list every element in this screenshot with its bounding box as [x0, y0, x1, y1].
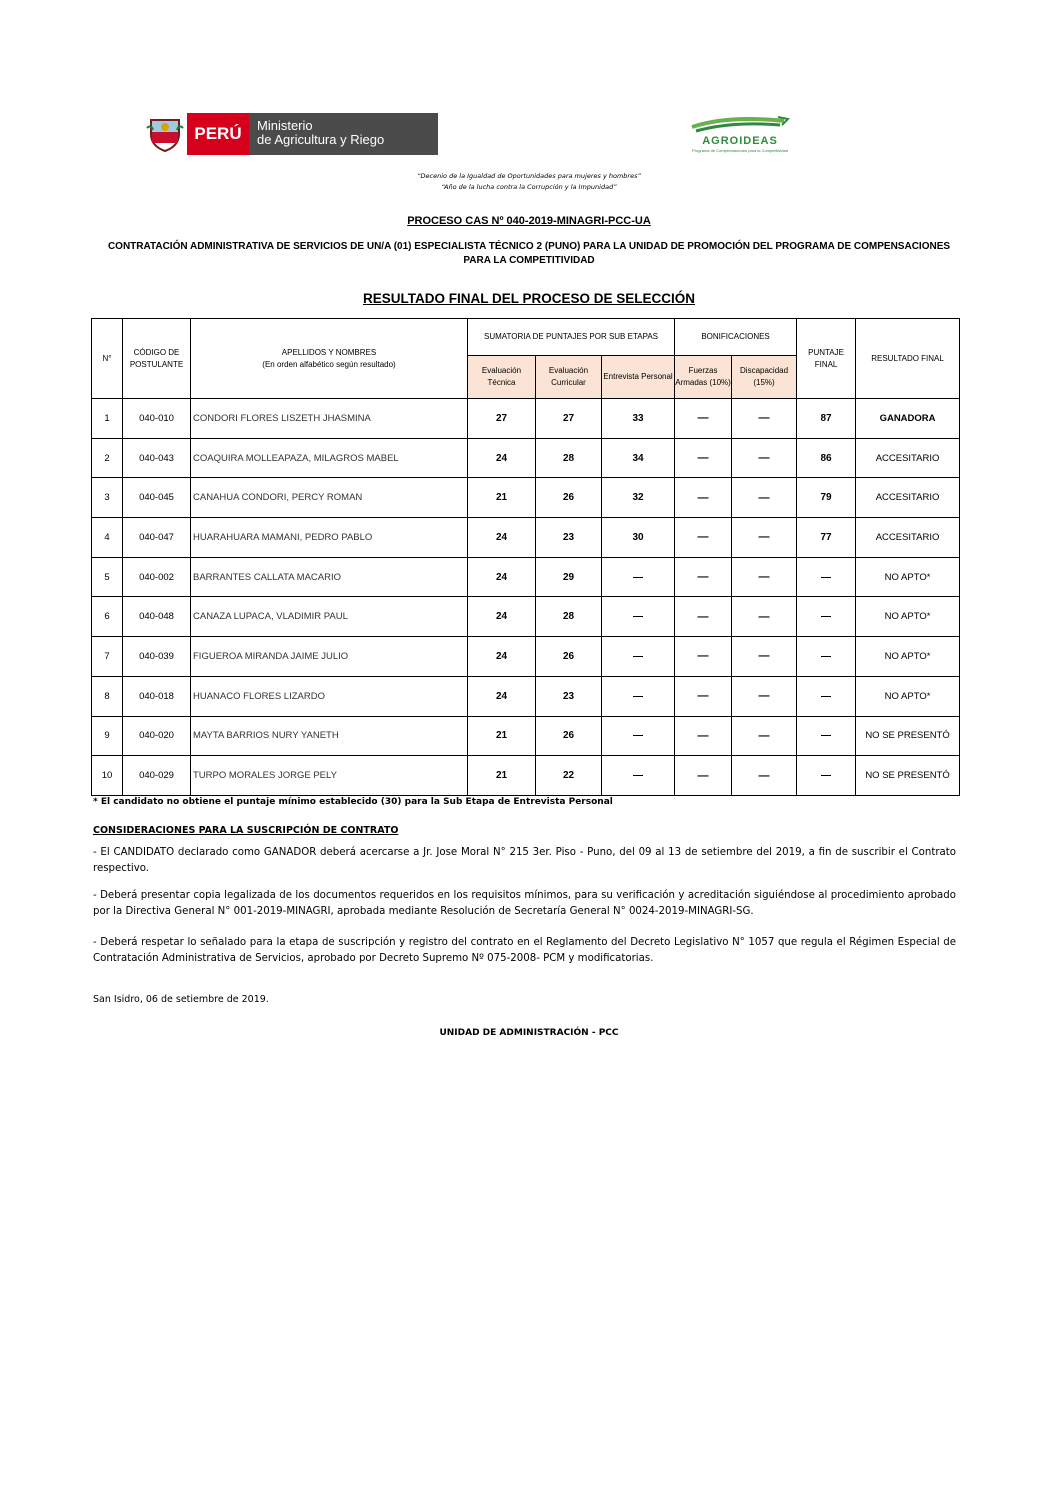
cell-nombre: BARRANTES CALLATA MACARIO	[191, 557, 468, 597]
cell-discapacidad: —	[732, 597, 797, 637]
cell-fuerzas: —	[675, 438, 732, 478]
cell-n: 7	[92, 637, 123, 677]
cell-entrevista: —	[602, 756, 675, 796]
footnote: * El candidato no obtiene el puntaje mínimo establecido (30) para la Sub Etapa de Entrevista Personal	[93, 797, 613, 807]
peru-shield-icon	[143, 113, 187, 155]
consideracion-2: - Deberá presentar copia legalizada de los documentos requeridos en los requisitos mínimos, para su verificación y acreditación siguiéndose al procedimiento aprobado por la Directiva General N° 001-2019-MINAGRI, aprobada mediante Resolución de Secretaría General N° 0024-2019-MINAGRI-SG.	[93, 890, 956, 917]
cell-codigo: 040-020	[123, 716, 191, 756]
cell-resultado: NO SE PRESENTÓ	[856, 756, 960, 796]
cell-nombre: MAYTA BARRIOS NURY YANETH	[191, 716, 468, 756]
cell-codigo: 040-010	[123, 399, 191, 439]
cell-nombre: HUANACO FLORES LIZARDO	[191, 676, 468, 716]
cell-nombre: CANAHUA CONDORI, PERCY ROMAN	[191, 478, 468, 518]
cell-codigo: 040-048	[123, 597, 191, 637]
cell-fuerzas: —	[675, 518, 732, 558]
cell-n: 9	[92, 716, 123, 756]
cell-fuerzas: —	[675, 478, 732, 518]
cell-resultado: NO APTO*	[856, 637, 960, 677]
cell-eval-curricular: 26	[536, 478, 602, 518]
cell-entrevista: —	[602, 716, 675, 756]
table-row	[92, 597, 960, 637]
cell-discapacidad: —	[732, 676, 797, 716]
cell-puntaje-final: 79	[797, 478, 856, 518]
cell-eval-curricular: 26	[536, 716, 602, 756]
table-row	[92, 438, 960, 478]
cell-eval-tecnica: 21	[468, 756, 536, 796]
consideraciones-title: CONSIDERACIONES PARA LA SUSCRIPCIÓN DE CONTRATO	[93, 825, 399, 836]
table-row	[92, 756, 960, 796]
cell-nombre: HUARAHUARA MAMANI, PEDRO PABLO	[191, 518, 468, 558]
cell-eval-curricular: 23	[536, 676, 602, 716]
cell-discapacidad: —	[732, 478, 797, 518]
cell-eval-tecnica: 27	[468, 399, 536, 439]
cell-discapacidad: —	[732, 756, 797, 796]
header-resultado-final: RESULTADO FINAL	[856, 319, 960, 399]
cell-discapacidad: —	[732, 399, 797, 439]
cell-codigo: 040-039	[123, 637, 191, 677]
cell-codigo: 040-018	[123, 676, 191, 716]
header-fuerzas: Fuerzas Armadas (10%)	[675, 356, 732, 399]
ministerio-line-1: Ministerio	[257, 118, 313, 133]
ministerio-line-2: de Agricultura y Riego	[257, 132, 385, 147]
cell-eval-tecnica: 24	[468, 557, 536, 597]
cell-n: 10	[92, 756, 123, 796]
header-apellidos-sub: (En orden alfabético según resultado)	[262, 359, 396, 369]
cell-eval-tecnica: 24	[468, 597, 536, 637]
cell-entrevista: —	[602, 597, 675, 637]
cell-nombre: COAQUIRA MOLLEAPAZA, MILAGROS MABEL	[191, 438, 468, 478]
cell-codigo: 040-047	[123, 518, 191, 558]
consideracion-3: - Deberá respetar lo señalado para la etapa de suscripción y registro del contrato en el Reglamento del Decreto Legislativo N° 1057 que regula el Régimen Especial de Contratación Administrativa de Servicios, aprobado por Decreto Supremo Nº 075-2008- PCM y modificatorias.	[93, 937, 956, 964]
cell-resultado: NO SE PRESENTÓ	[856, 716, 960, 756]
header-bonificaciones: BONIFICACIONES	[675, 319, 797, 356]
cell-n: 3	[92, 478, 123, 518]
header-apellidos-label: APELLIDOS Y NOMBRES	[281, 347, 377, 357]
cell-resultado: NO APTO*	[856, 676, 960, 716]
cell-codigo: 040-045	[123, 478, 191, 518]
cell-puntaje-final: —	[797, 756, 856, 796]
header-n: N°	[92, 319, 123, 399]
cell-nombre: CANAZA LUPACA, VLADIMIR PAUL	[191, 597, 468, 637]
cell-n: 8	[92, 676, 123, 716]
cell-nombre: TURPO MORALES JORGE PELY	[191, 756, 468, 796]
cell-eval-tecnica: 24	[468, 438, 536, 478]
cell-nombre: CONDORI FLORES LISZETH JHASMINA	[191, 399, 468, 439]
agroideas-subtitle: Programa de Compensaciones para la Competitividad	[691, 148, 789, 153]
anio-text: “Año de la lucha contra la Corrupción y la Impunidad”	[441, 183, 617, 191]
decenio-text: “Decenio de la Igualdad de Oportunidades para mujeres y hombres”	[417, 172, 641, 180]
cell-resultado: NO APTO*	[856, 597, 960, 637]
proceso-title: PROCESO CAS Nº 040-2019-MINAGRI-PCC-UA	[407, 215, 651, 227]
cell-eval-curricular: 26	[536, 637, 602, 677]
cell-discapacidad: —	[732, 716, 797, 756]
header-puntaje-final: PUNTAJE FINAL	[797, 319, 856, 399]
header-sumatoria: SUMATORIA DE PUNTAJES POR SUB ETAPAS	[468, 319, 675, 356]
results-table	[91, 318, 960, 796]
minagri-logo	[143, 113, 438, 155]
cell-resultado: GANADORA	[856, 399, 960, 439]
table-row	[92, 399, 960, 439]
cell-eval-curricular: 28	[536, 438, 602, 478]
cell-puntaje-final: —	[797, 676, 856, 716]
cell-puntaje-final: —	[797, 557, 856, 597]
cell-eval-curricular: 27	[536, 399, 602, 439]
cell-resultado: ACCESITARIO	[856, 518, 960, 558]
cell-eval-curricular: 23	[536, 518, 602, 558]
cell-nombre: FIGUEROA MIRANDA JAIME JULIO	[191, 637, 468, 677]
cell-entrevista: 33	[602, 399, 675, 439]
agroideas-swoosh-icon	[688, 113, 792, 137]
cell-puntaje-final: 87	[797, 399, 856, 439]
cell-n: 1	[92, 399, 123, 439]
cell-puntaje-final: —	[797, 597, 856, 637]
cell-discapacidad: —	[732, 518, 797, 558]
cell-puntaje-final: 77	[797, 518, 856, 558]
consideracion-1: - El CANDIDATO declarado como GANADOR deberá acercarse a Jr. Jose Moral N° 215 3er. Piso - Puno, del 09 al 13 de setiembre del 2019, a fin de suscribir el Contrato respectivo.	[93, 847, 956, 874]
cell-resultado: ACCESITARIO	[856, 438, 960, 478]
cell-fuerzas: —	[675, 399, 732, 439]
cell-fuerzas: —	[675, 756, 732, 796]
cell-entrevista: 30	[602, 518, 675, 558]
cell-entrevista: —	[602, 557, 675, 597]
header-eval-tecnica: Evaluación Técnica	[468, 356, 536, 399]
cell-entrevista: 34	[602, 438, 675, 478]
table-row	[92, 637, 960, 677]
resultado-title: RESULTADO FINAL DEL PROCESO DE SELECCIÓN	[362, 291, 696, 306]
cell-n: 4	[92, 518, 123, 558]
cell-entrevista: 32	[602, 478, 675, 518]
header-apellidos	[191, 319, 468, 399]
cell-eval-curricular: 22	[536, 756, 602, 796]
table-row	[92, 478, 960, 518]
cell-entrevista: —	[602, 637, 675, 677]
cell-eval-tecnica: 21	[468, 716, 536, 756]
cell-fuerzas: —	[675, 676, 732, 716]
cell-n: 2	[92, 438, 123, 478]
cell-resultado: ACCESITARIO	[856, 478, 960, 518]
contratacion-title: CONTRATACIÓN ADMINISTRATIVA DE SERVICIOS DE UN/A (01) ESPECIALISTA TÉCNICO 2 (PUNO) PARA LA UNIDAD DE PROMOCIÓN DEL PROGRAMA DE COMPENSACIONES PARA LA COMPETITIVIDAD	[107, 241, 951, 266]
cell-fuerzas: —	[675, 637, 732, 677]
cell-entrevista: —	[602, 676, 675, 716]
cell-eval-curricular: 28	[536, 597, 602, 637]
cell-discapacidad: —	[732, 557, 797, 597]
cell-codigo: 040-043	[123, 438, 191, 478]
header-discapacidad: Discapacidad (15%)	[732, 356, 797, 399]
cell-resultado: NO APTO*	[856, 557, 960, 597]
table-row	[92, 676, 960, 716]
table-row	[92, 518, 960, 558]
cell-fuerzas: —	[675, 716, 732, 756]
cell-fuerzas: —	[675, 557, 732, 597]
cell-discapacidad: —	[732, 637, 797, 677]
cell-eval-curricular: 29	[536, 557, 602, 597]
cell-puntaje-final: —	[797, 637, 856, 677]
cell-puntaje-final: 86	[797, 438, 856, 478]
header-entrevista: Entrevista Personal	[602, 356, 675, 399]
cell-n: 6	[92, 597, 123, 637]
header-codigo: CÓDIGO DE POSTULANTE	[123, 319, 191, 399]
agroideas-name: AGROIDEAS	[702, 135, 778, 147]
cell-n: 5	[92, 557, 123, 597]
agroideas-logo	[688, 113, 792, 155]
table-row	[92, 716, 960, 756]
cell-codigo: 040-029	[123, 756, 191, 796]
table-row	[92, 557, 960, 597]
fecha-lugar: San Isidro, 06 de setiembre de 2019.	[93, 994, 269, 1005]
cell-eval-tecnica: 24	[468, 637, 536, 677]
cell-eval-tecnica: 24	[468, 518, 536, 558]
header-eval-curricular: Evaluación Curricular	[536, 356, 602, 399]
cell-eval-tecnica: 24	[468, 676, 536, 716]
peru-label: PERÚ	[187, 113, 249, 155]
cell-fuerzas: —	[675, 597, 732, 637]
cell-discapacidad: —	[732, 438, 797, 478]
cell-puntaje-final: —	[797, 716, 856, 756]
cell-codigo: 040-002	[123, 557, 191, 597]
unidad-administracion: UNIDAD DE ADMINISTRACIÓN - PCC	[439, 1028, 619, 1038]
cell-eval-tecnica: 21	[468, 478, 536, 518]
ministerio-label	[249, 113, 438, 155]
